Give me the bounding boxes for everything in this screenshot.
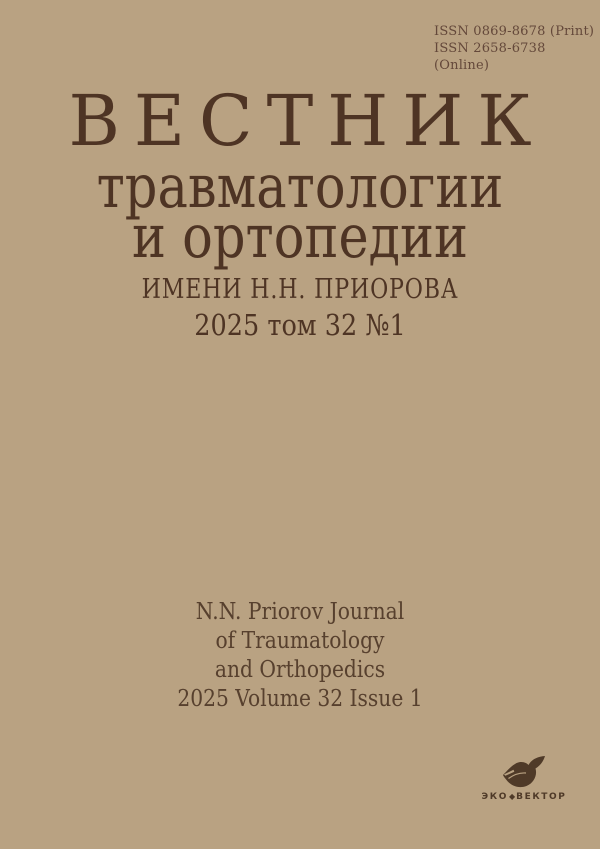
publisher-logo xyxy=(481,756,567,802)
issn-online: ISSN 2658-6738 (Online) xyxy=(434,41,546,73)
journal-subtitle-ru-line2: и ортопедии xyxy=(131,202,469,272)
issue-info-en: 2025 Volume 32 Issue 1 xyxy=(177,686,423,712)
issn-print: ISSN 0869-8678 (Print) xyxy=(434,24,595,39)
journal-title-en-line1: N.N. Priorov Journal xyxy=(195,599,405,625)
journal-title-ru: ВЕСТНИК xyxy=(68,80,546,162)
issn-block xyxy=(434,23,600,74)
journal-title-en-line3: and Orthopedics xyxy=(214,657,386,683)
journal-title-en-line2: of Traumatology xyxy=(215,628,385,654)
journal-subtitle-ru-line1: травматологии xyxy=(96,152,504,222)
publisher-wordmark xyxy=(481,792,567,802)
journal-eponym-ru: ИМЕНИ Н.Н. ПРИОРОВА xyxy=(141,274,459,305)
publisher-wordmark-right: ВЕКТОР xyxy=(516,792,567,802)
journal-title-en xyxy=(0,598,600,714)
eco-vector-bird-icon xyxy=(502,756,546,790)
issue-info-ru: 2025 том 32 №1 xyxy=(194,308,406,342)
diamond-separator-icon: ◆ xyxy=(508,792,516,801)
publisher-wordmark-left: ЭКО xyxy=(481,792,508,802)
masthead xyxy=(0,80,600,342)
